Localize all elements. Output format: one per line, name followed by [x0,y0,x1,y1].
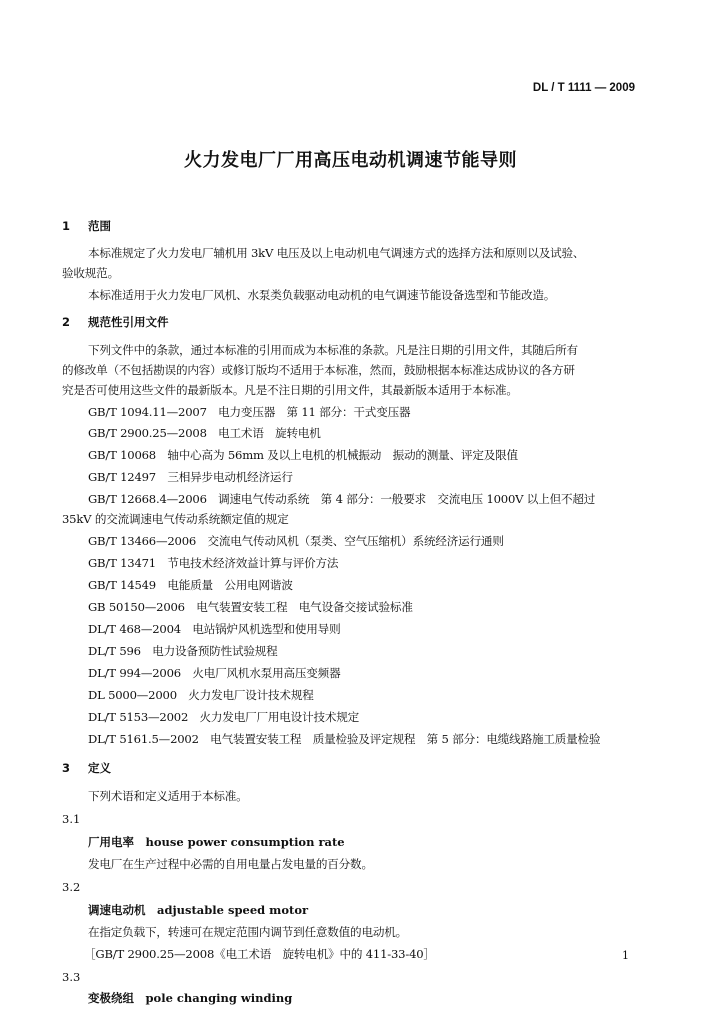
reference-item: GB/T 13471 节电技术经济效益计算与评价方法 [88,556,339,570]
reference-item: DL 5000—2000 火力发电厂设计技术规程 [88,688,314,702]
term-number: 3.1 [62,812,81,826]
term-definition: 发电厂在生产过程中必需的自用电量占发电量的百分数。 [88,857,373,871]
reference-item: GB/T 12497 三相异步电动机经济运行 [88,470,293,484]
paragraph-line: 本标准适用于火力发电厂风机、水泵类负载驱动电动机的电气调速节能设备选型和节能改造。 [88,288,556,302]
term-title: 变极绕组 pole changing winding [88,991,293,1005]
reference-item: GB/T 12668.4—2006 调速电气传动系统 第 4 部分：一般要求 交流电压 1000V 以上但不超过 [88,492,596,506]
reference-item: DL/T 5161.5—2002 电气装置安装工程 质量检验及评定规程 第 5 部分：电缆线路施工质量检验 [88,732,601,746]
paragraph-line: 本标准规定了火力发电厂辅机用 3kV 电压及以上电动机电气调速方式的选择方法和原则以及试验、 [88,246,585,260]
section-title: 定义 [88,761,111,775]
reference-item: DL/T 468—2004 电站锅炉风机选型和使用导则 [88,622,341,636]
section-number: 2 [62,315,71,329]
section-intro: 下列术语和定义适用于本标准。 [88,789,248,803]
reference-item-continuation: 35kV 的交流调速电气传动系统额定值的规定 [62,512,289,526]
reference-item: GB/T 14549 电能质量 公用电网谐波 [88,578,293,592]
paragraph-line: 下列文件中的条款，通过本标准的引用而成为本标准的条款。凡是注日期的引用文件，其随后所有 [88,343,578,357]
section-title: 范围 [88,219,111,233]
reference-item: GB/T 10068 轴中心高为 56mm 及以上电机的机械振动 振动的测量、评定及限值 [88,448,518,462]
reference-item: GB/T 13466—2006 交流电气传动风机（泵类、空气压缩机）系统经济运行通则 [88,534,504,548]
term-number: 3.3 [62,970,81,984]
document-title: 火力发电厂厂用高压电动机调速节能导则 [184,150,517,171]
reference-item: GB/T 1094.11—2007 电力变压器 第 11 部分：干式变压器 [88,405,411,419]
section-number: 1 [62,219,71,233]
paragraph-line: 的修改单（不包括勘误的内容）或修订版均不适用于本标准，然而，鼓励根据本标准达成协议的各方研 [62,363,575,377]
term-number: 3.2 [62,880,81,894]
section-3-heading [62,760,111,776]
section-1-heading [62,218,111,234]
term-source: ［GB/T 2900.25—2008《电工术语 旋转电机》中的 411-33-40］ [84,947,435,961]
reference-item: DL/T 5153—2002 火力发电厂厂用电设计技术规定 [88,710,360,724]
term-title: 厂用电率 house power consumption rate [88,835,345,849]
page-number: 1 [622,949,629,962]
standard-code: DL / T 1111 — 2009 [532,82,635,94]
section-number: 3 [62,761,71,775]
term-definition: 在指定负载下，转速可在规定范围内调节到任意数值的电动机。 [88,925,408,939]
section-2-heading [62,314,169,330]
term-title: 调速电动机 adjustable speed motor [88,903,309,917]
reference-item: GB 50150—2006 电气装置安装工程 电气设备交接试验标准 [88,600,413,614]
reference-item: DL/T 596 电力设备预防性试验规程 [88,644,278,658]
section-title: 规范性引用文件 [88,315,169,329]
paragraph-line: 验收规范。 [62,266,119,280]
reference-item: GB/T 2900.25—2008 电工术语 旋转电机 [88,426,321,440]
reference-item: DL/T 994—2006 火电厂风机水泵用高压变频器 [88,666,341,680]
paragraph-line: 究是否可使用这些文件的最新版本。凡是不注日期的引用文件，其最新版本适用于本标准。 [62,383,518,397]
